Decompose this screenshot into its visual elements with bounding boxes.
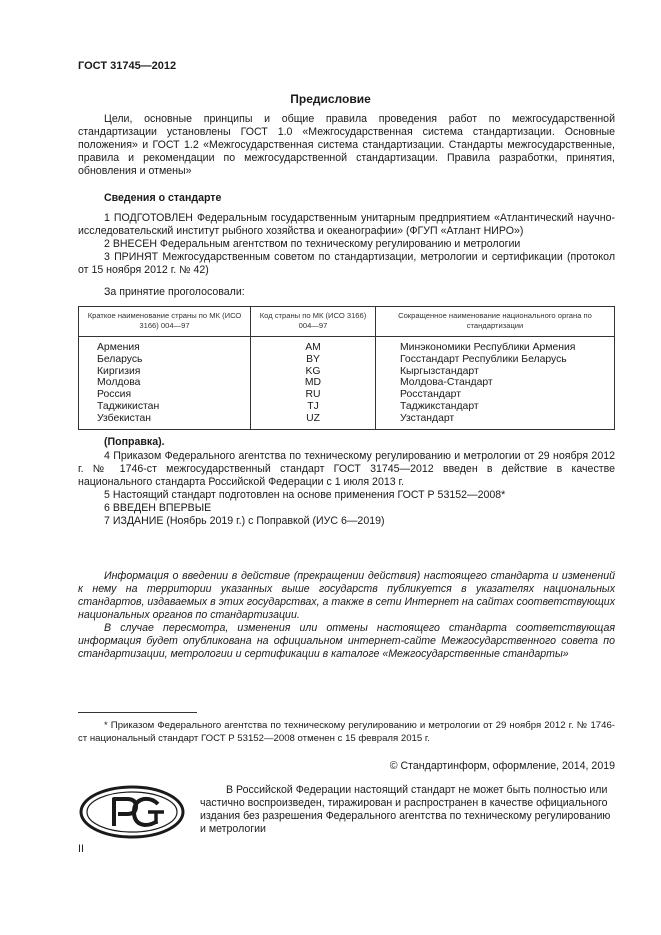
rst-certification-logo-icon — [78, 784, 186, 840]
list-item: 7 ИЗДАНИЕ (Ноябрь 2019 г.) с Поправкой (ИУС 6—2019) — [104, 515, 385, 527]
footnote: * Приказом Федерального агентства по техническому регулированию и метрологии от 29 ноября 2012 г. № 1746-ст национальный стандарт ГОСТ Р 53152—2008 отменен с 15 февраля 2015 г. — [78, 720, 615, 744]
section-title: Сведения о стандарте — [104, 192, 222, 204]
amendment-note: (Поправка). — [104, 436, 165, 448]
countries-table — [78, 306, 615, 430]
legal-notice: В Российской Федерации настоящий стандарт не может быть полностью или частично воспроизведен, тиражирован и распространен в качестве официального издания без разрешения Федерального агентства по техническому регулированию и метрологии — [200, 784, 611, 835]
table-row — [79, 366, 615, 378]
table-cell-country: Молдова — [79, 377, 251, 389]
list-item: 2 ВНЕСЕН Федеральным агентством по техническому регулированию и метрологии — [104, 238, 521, 250]
list-item: 4 Приказом Федерального агентства по техническому регулированию и метрологии от 29 ноября 2012 г. № 1746-ст межгосударственный стандарт ГОСТ 31745—2012 введен в действие в качестве национального стандарта Российской Федерации с 1 июля 2013 г. — [78, 450, 615, 488]
table-row — [79, 401, 615, 413]
table-cell-body: Узстандарт — [376, 413, 615, 429]
table-cell-country: Киргизия — [79, 366, 251, 378]
table-cell-country: Россия — [79, 389, 251, 401]
table-cell-code: UZ — [251, 413, 376, 429]
table-header-country: Краткое наименование страны по МК (ИСО 3166) 004—97 — [79, 307, 251, 337]
table-cell-code: KG — [251, 366, 376, 378]
table-cell-country: Беларусь — [79, 354, 251, 366]
document-code-header: ГОСТ 31745—2012 — [78, 60, 177, 72]
list-item: 6 ВВЕДЕН ВПЕРВЫЕ — [104, 502, 212, 514]
table-cell-body: Госстандарт Республики Беларусь — [376, 354, 615, 366]
table-cell-country: Таджикистан — [79, 401, 251, 413]
voted-label: За принятие проголосовали: — [104, 286, 245, 298]
copyright-notice: © Стандартинформ, оформление, 2014, 2019 — [389, 760, 615, 772]
info-paragraph-revision: В случае пересмотра, изменения или отмены настоящего стандарта соответствующая информация будет опубликована на официальном интернет-сайте Межгосударственного совета по стандартизации, метрологии и сертификации в каталоге «Межгосударственные стандарты» — [78, 622, 615, 660]
table-cell-code: RU — [251, 389, 376, 401]
list-item: 5 Настоящий стандарт подготовлен на основе применения ГОСТ Р 53152—2008* — [104, 489, 506, 501]
table-row — [79, 377, 615, 389]
table-cell-code: TJ — [251, 401, 376, 413]
info-paragraph-publication: Информация о введении в действие (прекращении действия) настоящего стандарта и изменений к нему на территории указанных выше государств публикуется в указателях национальных стандартов, издаваемых в этих государствах, а также в сети Интернет на сайтах соответствующих национальных органов по стандартизации. — [78, 570, 615, 621]
table-row — [79, 389, 615, 401]
footnote-divider — [78, 712, 197, 713]
items-top-list — [78, 212, 615, 277]
table-cell-country: Армения — [79, 337, 251, 354]
table-cell-code: BY — [251, 354, 376, 366]
table-row — [79, 337, 615, 354]
list-item: 3 ПРИНЯТ Межгосударственным советом по стандартизации, метрологии и сертификации (протокол от 15 ноября 2012 г. № 42) — [78, 251, 615, 276]
table-header-code: Код страны по МК (ИСО 3166) 004—97 — [251, 307, 376, 337]
list-item: 1 ПОДГОТОВЛЕН Федеральным государственным унитарным предприятием «Атлантический научно-исследовательский институт рыбного хозяйства и океанографии» (ФГУП «Атлант НИРО») — [78, 212, 615, 237]
table-cell-body: Молдова-Стандарт — [376, 377, 615, 389]
page-title: Предисловие — [290, 92, 371, 106]
table-cell-country: Узбекистан — [79, 413, 251, 429]
table-header-body: Сокращенное наименование национального органа по стандартизации — [376, 307, 615, 337]
table-cell-body: Росстандарт — [376, 389, 615, 401]
items-bottom-list — [78, 450, 615, 528]
table-cell-body: Кыргызстандарт — [376, 366, 615, 378]
intro-paragraph: Цели, основные принципы и общие правила проведения работ по межгосударственной стандартизации установлены ГОСТ 1.0 «Межгосударственная система стандартизации. Основные положения» и ГОСТ 1.2 «Межгосударственная система стандартизации. Стандарты межгосударственные, правила и рекомендации по межгосударственной стандартизации. Правила разработки, принятия, обновления и отмены» — [78, 113, 615, 177]
table-header-row — [79, 307, 615, 337]
table-cell-body: Минэкономики Республики Армения — [376, 337, 615, 354]
table-cell-code: MD — [251, 377, 376, 389]
table-cell-code: AM — [251, 337, 376, 354]
table-cell-body: Таджикстандарт — [376, 401, 615, 413]
table-row — [79, 354, 615, 366]
page-number: II — [78, 843, 84, 855]
table-row — [79, 413, 615, 429]
